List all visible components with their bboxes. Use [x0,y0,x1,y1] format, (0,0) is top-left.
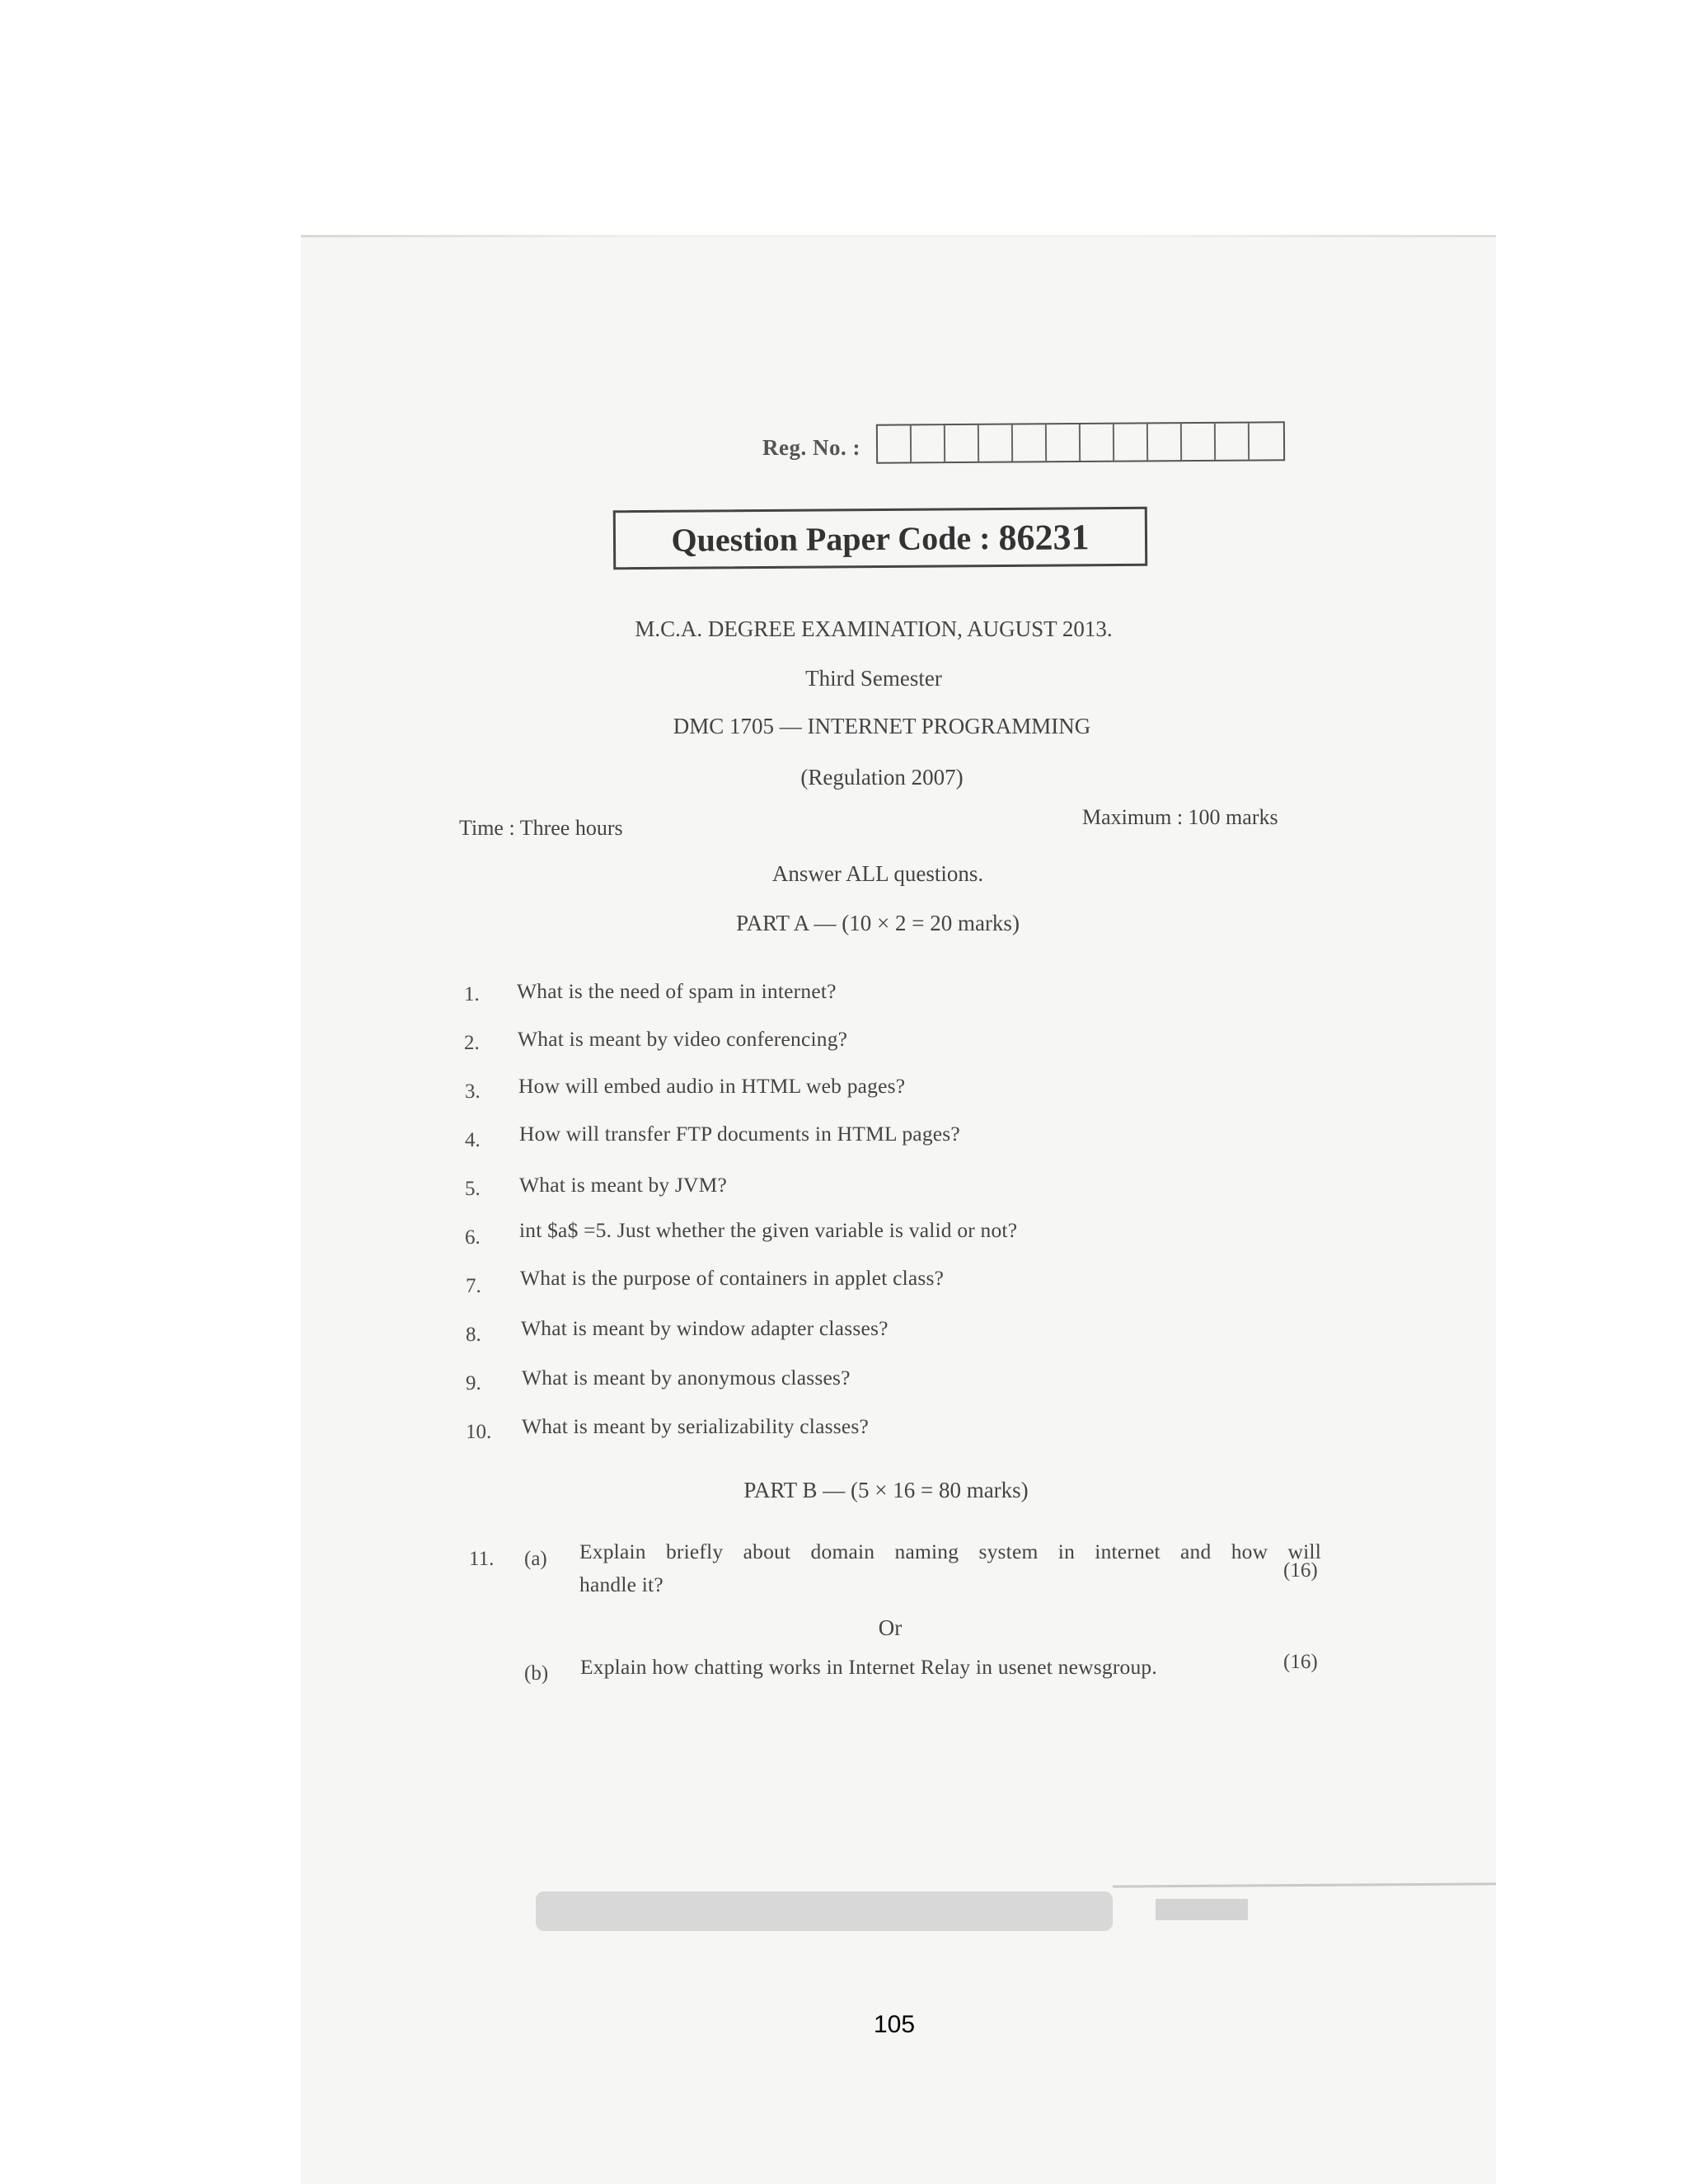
reg-no-box [979,425,1013,462]
reg-no-label: Reg. No. : [762,435,860,460]
question-text: What is meant by serializability classes? [522,1414,870,1438]
question-number: 2. [464,1032,480,1054]
subject-title: DMC 1705 — INTERNET PROGRAMMING [673,714,1091,738]
exam-title: M.C.A. DEGREE EXAMINATION, AUGUST 2013. [635,616,1113,641]
question-number: 7. [466,1275,481,1297]
part-b-heading: PART B — (5 × 16 = 80 marks) [743,1478,1029,1502]
question-text: What is the need of spam in internet? [517,979,837,1003]
question-text: Explain briefly about domain naming system in internet and how will [579,1540,1321,1563]
reg-no-box [878,425,912,462]
instruction: Answer ALL questions. [771,861,984,886]
question-text-continued: handle it? [579,1572,663,1596]
part-a-heading: PART A — (10 × 2 = 20 marks) [736,911,1020,935]
reg-no-box [1047,424,1081,461]
question-text: What is the purpose of containers in applet class? [520,1266,945,1290]
code-number: 86231 [998,516,1090,558]
scan-shadow-bar [536,1891,1113,1931]
reg-no-box [912,425,945,462]
marks: (16) [1283,1559,1318,1582]
reg-no-box [1081,424,1114,461]
reg-no-box [1216,424,1250,460]
reg-no-box [1114,424,1148,460]
option-label: (b) [524,1662,549,1685]
question-number: 1. [464,983,480,1005]
reg-no-box [1250,423,1283,459]
or-separator: Or [878,1615,903,1640]
question-text: int $a$ =5. Just whether the given variable is valid or not? [519,1218,1018,1242]
question-number: 9. [466,1372,481,1394]
option-label: (a) [524,1548,547,1570]
marks: (16) [1283,1651,1318,1673]
question-text: How will transfer FTP documents in HTML pages? [519,1122,960,1146]
reg-no-boxes [876,421,1285,463]
question-text: Explain how chatting works in Internet Relay in usenet newsgroup. [580,1655,1157,1679]
question-text: What is meant by anonymous classes? [522,1366,851,1390]
maximum-marks: Maximum : 100 marks [1082,805,1278,829]
question-paper-code-box [613,507,1147,570]
semester: Third Semester [805,666,942,691]
question-text: What is meant by video conferencing? [518,1027,848,1051]
question-number: 11. [469,1548,495,1570]
question-number: 3. [465,1080,481,1103]
scan-shadow-block [1156,1899,1248,1920]
code-label: Question Paper Code : [671,518,991,559]
question-number: 6. [465,1226,481,1249]
question-text: What is meant by window adapter classes? [521,1316,889,1340]
reg-no-box [1013,424,1047,461]
page-number: 105 [873,2011,916,2038]
question-text: How will embed audio in HTML web pages? [518,1074,906,1098]
question-number: 10. [466,1421,492,1443]
reg-no-box [945,425,979,462]
question-number: 4. [465,1129,481,1151]
reg-no-box [1182,424,1216,460]
time-allowed: Time : Three hours [459,816,623,840]
question-number: 8. [466,1324,481,1346]
question-text: What is meant by JVM? [519,1173,728,1197]
question-number: 5. [465,1178,481,1200]
reg-no-box [1148,424,1182,460]
scan-edge [301,235,1496,237]
regulation: (Regulation 2007) [800,765,964,790]
